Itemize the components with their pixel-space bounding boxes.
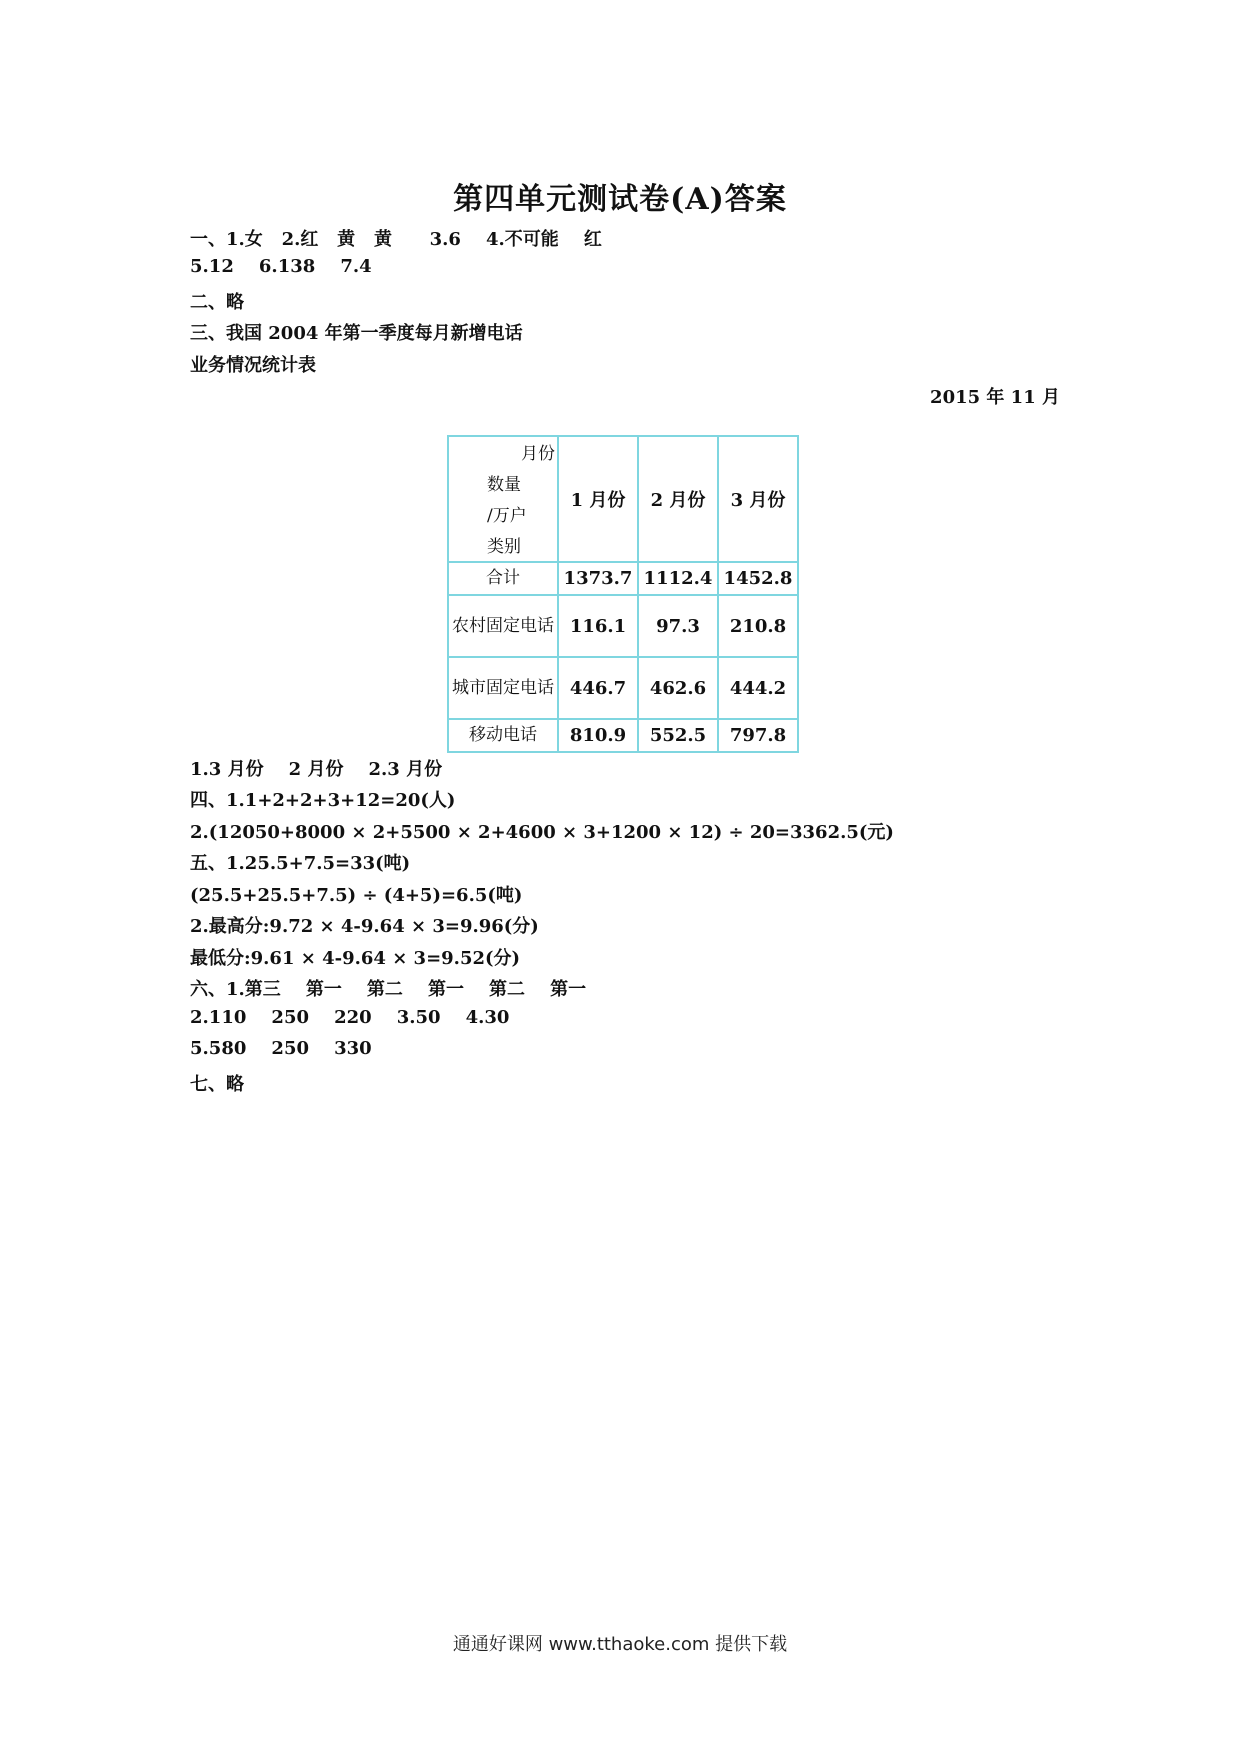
column-header-month-1: 1 月份 <box>558 436 638 562</box>
table-cell: 462.6 <box>638 657 718 719</box>
column-header-month-2: 2 月份 <box>638 436 718 562</box>
table-cell: 810.9 <box>558 719 638 752</box>
answer-line-10: (25.5+25.5+7.5) ÷ (4+5)=6.5(吨) <box>190 885 523 906</box>
answer-line-14: 2.110 250 220 3.50 4.30 <box>190 1007 510 1028</box>
answer-line-8: 2.(12050+8000 × 2+5500 × 2+4600 × 3+1200 × 12) ÷ 20=3362.5(元) <box>190 822 894 843</box>
answer-line-7: 四、1.1+2+2+3+12=20(人) <box>190 790 456 811</box>
row-label-urban-landline: 城市固定电话 <box>448 657 558 719</box>
statistics-table <box>447 435 799 753</box>
answer-line-12: 最低分:9.61 × 4-9.64 × 3=9.52(分) <box>190 948 521 969</box>
table-header-diagonal <box>448 436 558 562</box>
answer-line-2: 5.12 6.138 7.4 <box>190 256 372 277</box>
table-cell: 552.5 <box>638 719 718 752</box>
answer-line-13: 六、1.第三 第一 第二 第一 第二 第一 <box>190 979 587 1000</box>
answer-line-11: 2.最高分:9.72 × 4-9.64 × 3=9.96(分) <box>190 916 539 937</box>
table-cell: 1373.7 <box>558 562 638 595</box>
answer-line-9: 五、1.25.5+7.5=33(吨) <box>190 853 411 874</box>
table-cell: 446.7 <box>558 657 638 719</box>
table-row <box>448 595 798 657</box>
table-row <box>448 657 798 719</box>
answer-line-3: 二、略 <box>190 292 244 313</box>
table-row <box>448 562 798 595</box>
table-cell: 97.3 <box>638 595 718 657</box>
header-category-label: 类别 <box>487 537 521 557</box>
answer-line-4: 三、我国 2004 年第一季度每月新增电话 <box>190 323 523 344</box>
date-label: 2015 年 11 月 <box>930 387 1060 408</box>
column-header-month-3: 3 月份 <box>718 436 798 562</box>
table-row <box>448 719 798 752</box>
table-cell: 116.1 <box>558 595 638 657</box>
answer-line-6: 1.3 月份 2 月份 2.3 月份 <box>190 759 443 780</box>
row-label-total: 合计 <box>448 562 558 595</box>
footer-source: 通通好课网 www.tthaoke.com 提供下载 <box>452 1634 788 1655</box>
table-cell: 444.2 <box>718 657 798 719</box>
header-unit-label: /万户 <box>487 506 527 526</box>
table-cell: 1452.8 <box>718 562 798 595</box>
table-cell: 1112.4 <box>638 562 718 595</box>
header-month-label: 月份 <box>521 444 555 464</box>
row-label-rural-landline: 农村固定电话 <box>448 595 558 657</box>
answer-line-1: 一、1.女 2.红 黄 黄 3.6 4.不可能 红 <box>190 229 602 250</box>
row-label-mobile: 移动电话 <box>448 719 558 752</box>
header-qty-label: 数量 <box>487 475 521 495</box>
table-cell: 210.8 <box>718 595 798 657</box>
answer-line-15: 5.580 250 330 <box>190 1038 372 1059</box>
answer-line-5: 业务情况统计表 <box>190 355 316 376</box>
page-title: 第四单元测试卷(A)答案 <box>453 182 787 217</box>
answer-line-16: 七、略 <box>190 1074 244 1095</box>
table-cell: 797.8 <box>718 719 798 752</box>
